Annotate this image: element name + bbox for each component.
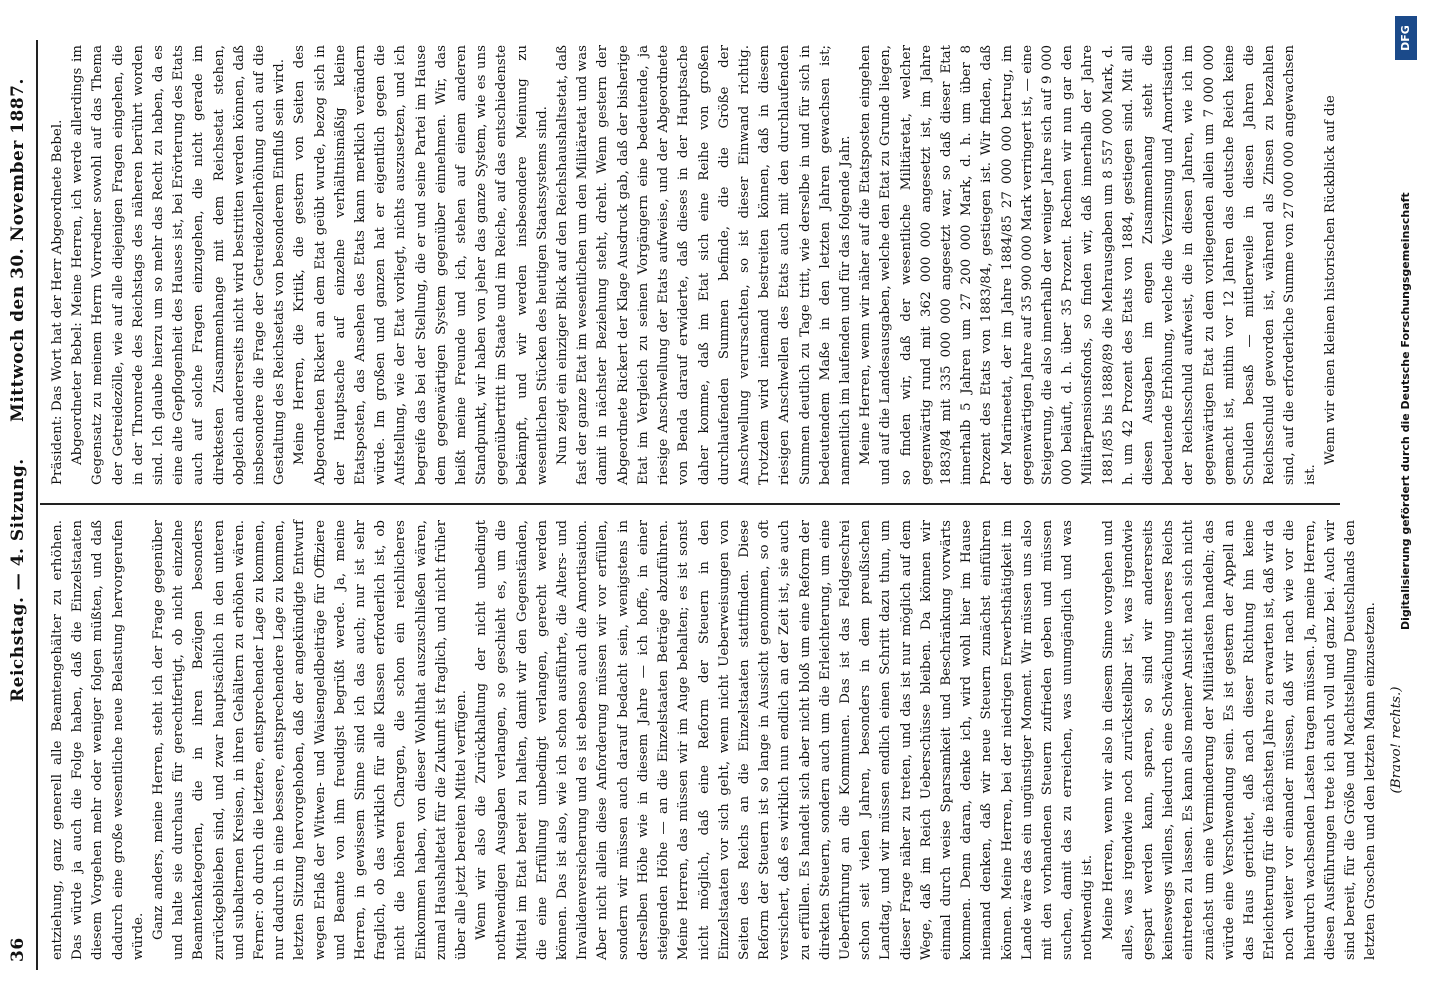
left-column: [48, 520, 1405, 960]
applause-note: (Bravo! rechts.): [1389, 686, 1405, 794]
president-remark: Präsident: Das Wort hat der Herr Abgeordnete Bebel.: [50, 119, 65, 485]
paragraph: Wenn wir also die Zurückhaltung der nicht unbedingt nothwendigen Ausgaben verlangen, so geschieht es, um die Mittel im Etat bereit zu halten, damit wir den Gegenständen, die eine Erfüllung unbedingt verlangen, gerecht werden können. Das ist also, wie ich schon ausführte, die Alters- und Invalidenversicherung und es ist ebenso auch die Amortisation. Aber nicht allein diese Anforderung müssen wir vor erfüllen, sondern wir müssen auch darauf bedacht sein, wenigstens in derselben Höhe wie in diesem Jahre — ich hoffe, in einer steigenden Höhe — an die Einzelstaaten Beträge abzuführen. Meine Herren, das müssen wir im Auge behalten; es ist sonst nicht möglich, daß eine Reform der Steuern in den Einzelstaaten vor sich geht, wenn nicht Ueberweisungen von Seiten des Reichs an die Einzelstaaten stattfinden. Diese Reform der Steuern ist so lange in Aussicht genommen, so oft versichert, daß es wirklich nun endlich an der Zeit ist, sie auch zu erfüllen. Es handelt sich aber nicht bloß um eine Reform der direkten Steuern, sondern auch um die Erleichterung, um eine Ueberführung an die Kommunen. Das ist das Feldgeschrei schon seit vielen Jahren, besonders in dem preußischen Landtag, und wir müssen endlich einen Schritt dazu thun, um dieser Frage näher zu treten, und das ist nur möglich auf dem Wege, daß im Reich Ueberschüsse bleiben. Da können wir einmal durch weise Sparsamkeit und Beschränkung vorwärts kommen. Denn daran, denke ich, wird wohl hier im Hause niemand denken, daß wir neue Steuern zunächst einführen können. Meine Herren, bei der niedrigen Erwerbsthätigkeit im Lande wäre das ein ungünstiger Moment. Wir müssen uns also mit den vorhandenen Steuern zufrieden geben und müssen suchen, damit das zu erreichen, was unumgänglich und was nothwendig ist.: [474, 520, 1096, 960]
paragraph: Meine Herren, wenn wir also in diesem Sinne vorgehen und alles, was irgendwie noch zurückstellbar ist, was irgendwie gespart werden kann, sparen, so sind wir andererseits keineswegs willens, hiedurch eine Schwächung unseres Reichs eintreten zu lassen. Es kann also meiner Ansicht nach sich nicht zunächst um eine Verminderung der Militärlasten handeln; das würde eine Verschwendung sein. Es ist gestern der Appell an das Haus gerichtet, daß nach dieser Richtung hin keine Erleichterung für die nächsten Jahre zu erwarten ist, daß wir da noch weiter vor einander müssen, daß wir nach wie vor die hierdurch wachsenden Lasten tragen müssen. Ja, meine Herren, diesen Ausführungen trete ich auch voll und ganz bei. Auch wir sind bereit, für die Größe und Machtstellung Deutschlands den letzten Groschen und den letzten Mann einzusetzen.: [1100, 520, 1379, 960]
page-header: [8, 44, 34, 962]
paragraph: Wenn wir einen kleinen historischen Rückblick auf die: [1322, 95, 1338, 465]
digitization-footer: [1395, 20, 1425, 980]
page-number: 36: [8, 937, 28, 962]
dfg-logo: DFG: [1395, 16, 1417, 60]
paragraph: entziehung, ganz generell alle Beamtengehälter zu erhöhen. Das würde ja auch die Folge haben, daß die Einzelstaaten diesem Vorgehen mehr oder weniger folgen müßten, und daß dadurch eine große wesentliche neue Belastung hervorgerufen würde.: [50, 520, 146, 960]
session-date: Mittwoch den 30. November 1887.: [8, 78, 28, 422]
paragraph: Meine Herren, wenn wir näher auf die Etatsposten eingehen und auf die Landesausgaben, welche den Etat zu Grunde liegen, so finden wir, daß der wesentliche Militäretat, welcher gegenwärtig rund mit 362 000 000 angesetzt ist, im Jahre 1883/84 mit 335 000 000 angesetzt war, so daß dieser Etat innerhalb 5 Jahren um 27 200 000 Mark, d. h. um über 8 Prozent des Etats von 1883/84, gestiegen ist. Wir finden, daß der Marineetat, der im Jahre 1884/85 27 000 000 betrug, im gegenwärtigen Jahre auf 35 900 000 Mark verringert ist, — eine Steigerung, die also innerhalb der weniger Jahre sich auf 9 000 000 beläuft, d. h. über 35 Prozent. Rechnen wir nun gar den Militärpensionsfonds, so finden wir, daß innerhalb der Jahre 1881/85 bis 1888/89 die Mehrausgaben um 8 557 000 Mark, d. h. um 42 Prozent des Etats von 1884, gestiegen sind. Mit all diesen Ausgaben im engen Zusammenhang steht die bedeutende Erhöhung, welche die Verzinsung und Amortisation der Reichsschuld aufweist, die in diesen Jahren, wie ich im gegenwärtigen Etat zu dem vorliegenden allein um 7 000 000 gemacht ist, mithin vor 12 Jahren das deutsche Reich keine Schulden besaß — mittlerweile in diesen Jahren die Reichsschuld geworden ist, während als Zinsen zu bezahlen sind, auf die erforderliche Summe von 27 000 000 angewachsen ist.: [858, 45, 1318, 485]
digitization-notice: Digitalisierung gefördert durch die Deutsche Forschungsgemeinschaft: [1399, 192, 1412, 630]
paragraph: Abgeordneter Bebel: Meine Herren, ich werde allerdings im Gegensatz zu meinem Herrn Vorredner sowohl auf das Thema der Getreidezölle, wie auf alle diejenigen Fragen eingehen, die in der Thronrede des Reichstags des näheren berührt worden sind. Ich glaube hierzu um so mehr das Recht zu haben, da es eine alte Gepflogenheit des Hauses ist, bei Erörterung des Etats auch auf solche Fragen einzugehen, die nicht gerade im direktesten Zusammenhange mit dem Reichsetat stehen, obgleich andererseits nicht wird bestritten werden können, daß insbesondere die Frage der Getreidezollerhöhung auch auf die Gestaltung des Reichsetats von besonderem Einfluß sein wird.: [70, 45, 288, 485]
session-title: Reichstag. — 4. Sitzung.: [8, 458, 28, 702]
column-divider: [40, 503, 1340, 505]
paragraph: Nun zeigt ein einziger Blick auf den Reichshaushaltsetat, daß fast der ganze Etat im wesentlichen um den Militäretat und was damit in nächster Beziehung steht, dreht. Wenn gestern der Abgeordnete Rickert der Klage Ausdruck gab, daß der bisherige Etat im Vergleich zu seinen Vorgängern eine bedeutende, ja riesige Anschwellung der Etats aufweise, und der Abgeordnete von Benda darauf erwiderte, daß dieses in der Hauptsache daher komme, daß im Etat sich eine Reihe von großen durchlaufenden Summen befinde, die die Größe der Anschwellung verursachten, so ist dieser Einwand richtig. Trotzdem wird niemand bestreiten können, daß in diesem riesigen Anschwellen des Etats auch mit den durchlaufenden Summen deutlich zu Tage tritt, wie derselbe in und für sich in bedeutendem Maße in den letzten Jahren gewachsen ist; namentlich im laufenden und für das folgende Jahr.: [555, 45, 853, 485]
header-rule: [36, 40, 38, 970]
paragraph: Meine Herren, die Kritik, die gestern von Seiten des Abgeordneten Rickert an dem Etat geübt wurde, bezog sich in der Hauptsache auf einzelne verhältnismäßig kleine Etatsposten, das Ansehen des Etats kann merklich verändern würde. Im großen und ganzen hat er eigentlich gegen die Aufstellung, wie der Etat vorliegt, nichts auszusetzen, und ich begreife das bei der Stellung, die er und seine Partei im Hause dem gegenwärtigen System gegenüber einnehmen. Wir, das heißt meine Freunde und ich, stehen auf einem anderen Standpunkt, wir haben von jeher das ganze System, wie es uns gegenübertritt im Staate und im Reiche, auf das entschiedenste bekämpft, und wir werden insbesondere Meinung zu wesentlichen Stücken des heutigen Staatssystems sind.: [292, 45, 550, 485]
right-column: [48, 45, 1338, 485]
paragraph: Ganz anders, meine Herren, steht ich der Frage gegenüber und halte sie durchaus für gerechtfertigt, ob nicht einzelne Beamtenkategorien, die in ihren Bezügen besonders zurückgeblieben sind, und zwar hauptsächlich in den unteren und subalternen Kreisen, in ihren Gehältern zu erhöhen wären. Ferner: ob durch die letztere, entsprechender Lage zu kommen, nur dadurch in eine bessere, entsprechendere Lage zu kommen, letzten Sitzung hervorgehoben, daß der angekündigte Entwurf wegen Erlaß der Witwen- und Waisengeldbeiträge für Offiziere und Beamte von ihm freudigst begrüßt werde. Ja, meine Herren, in gewissem Sinne sind ich das auch; nur ist sehr fraglich, ob das wirklich für alle Klassen erforderlich ist, ob nicht die höheren Chargen, die schon ein reichlicheres Einkommen haben, von dieser Wohlthat auszuschließen wären, zumal Haushaltetat für die Zukunft ist fraglich, und nicht früher über alle jetzt bereiten Mittel verfügen.: [151, 520, 470, 960]
